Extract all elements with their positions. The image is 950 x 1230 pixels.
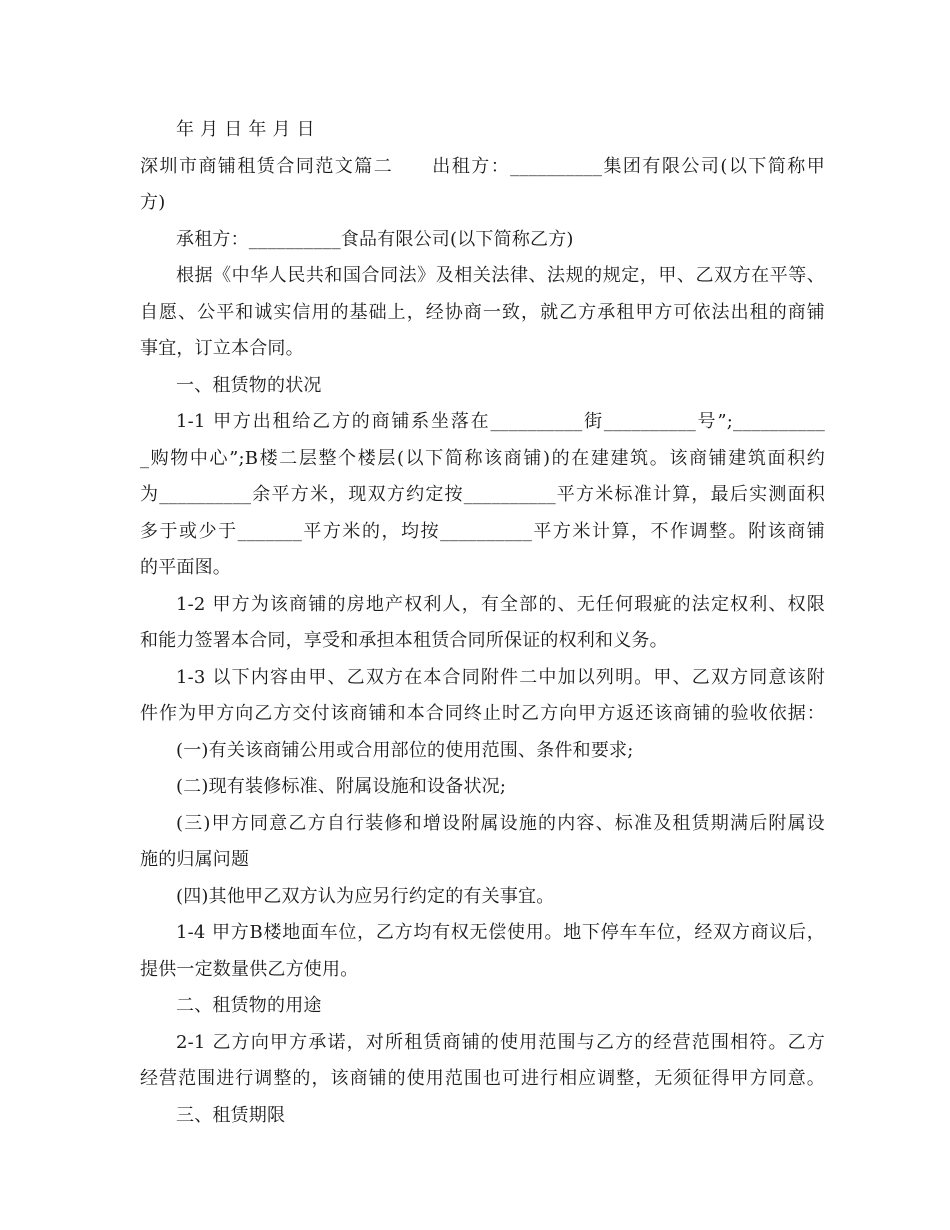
text-line: 方) [140,192,166,213]
text-line: 承租方：__________食品有限公司(以下简称乙方) [176,228,574,250]
text-line: (四)其他甲乙双方认为应另行约定的有关事宜。 [176,885,555,907]
text-line: 一、租赁物的状况 [176,374,322,396]
text-line: 事宜，订立本合同。 [140,338,304,359]
text-line: 施的归属问题 [140,849,250,870]
text-line: _购物中心”;B楼二层整个楼层(以下简称该商铺)的在建建筑。该商铺建筑面积约 [140,447,825,469]
text-line: 1-3 以下内容由甲、乙双方在本合同附件二中加以列明。甲、乙双方同意该附 [176,666,825,688]
text-line: 为__________余平方米，现双方约定按__________平方米标准计算，最后实测面积 [140,484,825,505]
text-line: 三、租赁期限 [176,1104,286,1126]
text-line: 提供一定数量供乙方使用。 [140,958,359,980]
text-line: 的平面图。 [140,557,231,578]
text-line: 1-1 甲方出租给乙方的商铺系坐落在__________街__________号”;__________ [176,411,825,432]
text-line: 深圳市商铺租赁合同范文篇二 出租方：__________集团有限公司(以下简称甲 [140,155,825,177]
text-line: 根据《中华人民共和国合同法》及相关法律、法规的规定，甲、乙双方在平等、 [176,265,825,286]
text-line: 件作为甲方向乙方交付该商铺和本合同终止时乙方向甲方返还该商铺的验收依据： [140,703,825,724]
text-line: (一)有关该商铺公用或合用部位的使用范围、条件和要求; [176,739,634,761]
text-line: 经营范围进行调整的，该商铺的使用范围也可进行相应调整，无须征得甲方同意。 [140,1068,825,1089]
text-line: 二、租赁物的用途 [176,995,322,1016]
text-line: 1-4 甲方B楼地面车位，乙方均有权无偿使用。地下停车车位，经双方商议后， [176,922,825,943]
document-page [140,112,825,1134]
text-line: 1-2 甲方为该商铺的房地产权利人，有全部的、无任何瑕疵的法定权利、权限 [176,593,825,615]
text-line: (二)现有装修标准、附属设施和设备状况; [176,776,507,797]
text-line: 自愿、公平和诚实信用的基础上，经协商一致，就乙方承租甲方可依法出租的商铺 [140,301,825,323]
text-line: 年 月 日 年 月 日 [176,119,315,140]
text-line: 2-1 乙方向甲方承诺，对所租赁商铺的使用范围与乙方的经营范围相符。乙方 [176,1031,825,1053]
text-line: 多于或少于_______平方米的，均按__________平方米计算，不作调整。附该商铺 [140,520,825,542]
text-line: (三)甲方同意乙方自行装修和增设附属设施的内容、标准及租赁期满后附属设 [176,812,825,834]
text-line: 和能力签署本合同，享受和承担本租赁合同所保证的权利和义务。 [140,630,668,651]
